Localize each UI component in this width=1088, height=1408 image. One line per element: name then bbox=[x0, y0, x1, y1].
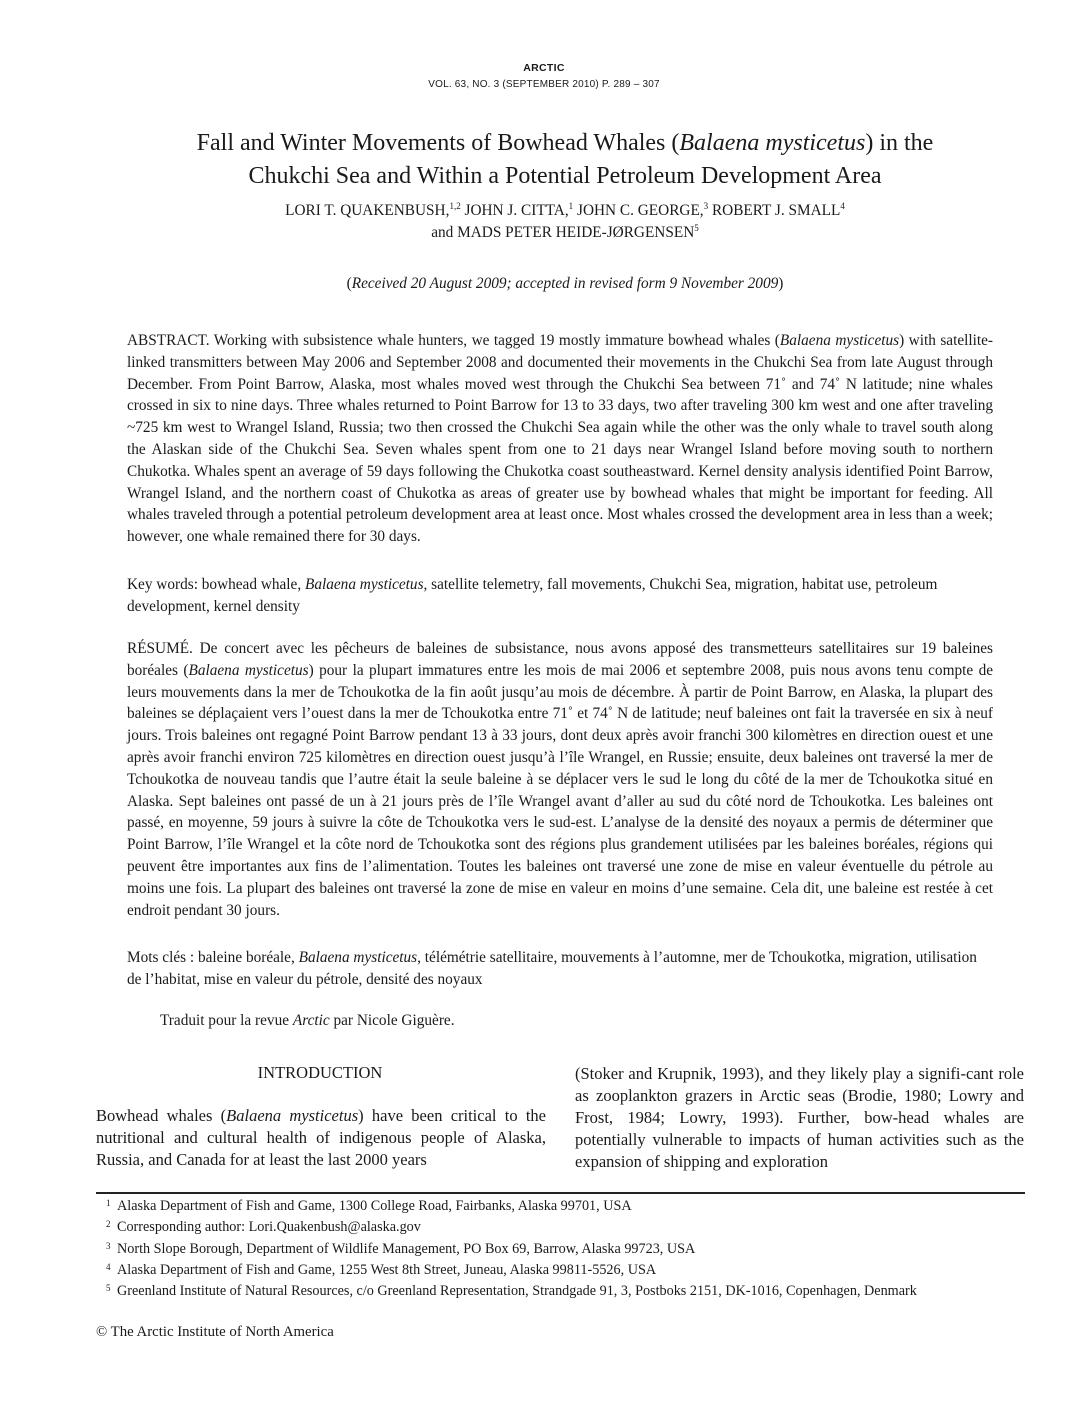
resume-species: Balaena mysticetus bbox=[188, 661, 309, 679]
title-part: Fall and Winter Movements of Bowhead Whales ( bbox=[196, 130, 680, 156]
author-affiliation: 3 bbox=[703, 200, 709, 211]
footnote-text: Greenland Institute of Natural Resources, c/o Greenland Representation, Strandgade 91, 3, Postboks 2151, DK-1016, Copenhagen, Denmark bbox=[117, 1283, 917, 1300]
intro-text: ) have been critical to the nutritional and cultural health of indigenous people of Alaska, Russia, and Canada for at least the last 2000 years bbox=[96, 1106, 547, 1169]
received-dates: Received 20 August 2009; accepted in revised form 9 November 2009 bbox=[351, 275, 779, 292]
footnote bbox=[100, 1281, 1012, 1302]
footnote bbox=[100, 1196, 1012, 1217]
intro-column-right: (Stoker and Krupnik, 1993), and they likely play a signifi-cant role as zooplankton grazers in Arctic seas (Brodie, 1980; Lowry and Frost, 1984; Lowry, 1993). Further, bow-head whales are potentially vulnerable to impacts of human activities such as the expansion of shipping and exploration bbox=[575, 1064, 1024, 1171]
footnote bbox=[100, 1260, 1012, 1281]
keywords-species: Balaena mysticetus bbox=[305, 576, 424, 593]
keywords-text: Key words: bowhead whale, bbox=[127, 576, 305, 593]
author-affiliation: 4 bbox=[840, 200, 845, 211]
translation-text: Traduit pour la revue bbox=[160, 1012, 293, 1029]
author-name: and MADS PETER HEIDE-JØRGENSEN bbox=[431, 224, 695, 241]
mots-cles-text: Mots clés : baleine boréale, bbox=[127, 949, 299, 966]
footnote-text: Corresponding author: Lori.Quakenbush@alaska.gov bbox=[117, 1219, 421, 1236]
footnote-text: North Slope Borough, Department of Wildlife Management, PO Box 69, Barrow, Alaska 99723, USA bbox=[117, 1240, 696, 1257]
keywords bbox=[127, 574, 993, 618]
mots-cles-text: , télémétrie satellitaire, mouvements à l’automne, mer de Tchoukotka, migration, utilisation de l’habitat, mise en valeur du pétrole, densité des noyaux bbox=[127, 949, 977, 988]
author-name: JOHN C. GEORGE, bbox=[573, 202, 704, 219]
resume bbox=[127, 638, 993, 921]
section-heading-introduction: INTRODUCTION bbox=[257, 1063, 383, 1082]
footnote-number: 5 bbox=[106, 1283, 111, 1294]
author-name: JOHN J. CITTA, bbox=[460, 202, 569, 219]
volume-line: VOL. 63, NO. 3 (SEPTEMBER 2010) P. 289 – 307 bbox=[428, 79, 660, 90]
translation-credit bbox=[160, 1012, 455, 1030]
title-line-2: Chukchi Sea and Within a Potential Petroleum Development Area bbox=[248, 163, 882, 189]
copyright: © The Arctic Institute of North America bbox=[96, 1324, 334, 1340]
abstract-text: ABSTRACT. Working with subsistence whale hunters, we tagged 19 mostly immature bowhead whales ( bbox=[127, 332, 780, 349]
footnote-number: 4 bbox=[106, 1261, 111, 1272]
footnote-number: 1 bbox=[106, 1198, 111, 1208]
mots-cles-species: Balaena mysticetus bbox=[298, 949, 418, 966]
intro-column-left bbox=[96, 1105, 546, 1171]
keywords-text: , satellite telemetry, fall movements, Chukchi Sea, migration, habitat use, petroleum development, kernel density bbox=[127, 576, 938, 615]
intro-species: Balaena mysticetus bbox=[226, 1106, 359, 1125]
article-title bbox=[100, 127, 1030, 193]
title-species: Balaena mysticetus bbox=[679, 130, 866, 156]
author-affiliation: 1,2 bbox=[449, 200, 461, 211]
footnote bbox=[100, 1217, 1012, 1238]
author-affiliation: 5 bbox=[694, 222, 699, 233]
footnotes bbox=[100, 1196, 1012, 1302]
translation-text: par Nicole Giguère. bbox=[329, 1012, 455, 1029]
title-part: ) in the bbox=[865, 130, 934, 156]
intro-text: Bowhead whales ( bbox=[96, 1106, 227, 1125]
resume-text: RÉSUMÉ. De concert avec les pêcheurs de baleines de subsistance, nous avons apposé des transmetteurs satellitaires sur 19 baleines boréales ( bbox=[127, 640, 993, 679]
journal-name: ARCTIC bbox=[523, 62, 565, 74]
received-line: (Received 20 August 2009; accepted in revised form 9 November 2009) bbox=[346, 275, 784, 292]
abstract bbox=[127, 330, 993, 548]
footnote bbox=[100, 1239, 1012, 1260]
abstract-text: ) with satellite-linked transmitters between May 2006 and September 2008 and documented their movements in the Chukchi Sea from late August through December. From Point Barrow, Alaska, most whales moved west through the Chukchi Sea between 71˚ and 74˚ N latitude; nine whales crossed in six to nine days. Three whales returned to Point Barrow for 13 to 33 days, two after traveling 300 km west and one after traveling ~725 km west to Wrangel Island, Russia; two then crossed the Chukchi Sea again while the other was the only whale to travel south along the Alaskan side of the Chukchi Sea. Seven whales spent from one to 21 days near Wrangel Island before moving south to northern Chukotka. Whales spent an average of 59 days following the Chukotka coast southeastward. Kernel density analysis identified Point Barrow, Wrangel Island, and the northern coast of Chukotka as areas of greater use by bowhead whales that might be important for feeding. All whales traveled through a potential petroleum development area at least once. Most whales crossed the development area in less than a week; however, one whale remained there for 30 days. bbox=[127, 332, 994, 546]
resume-text: ) pour la plupart immatures entre les mois de mai 2006 et septembre 2008, puis nous avons tenu compte de leurs mouvements dans la mer de Tchoukotka de la fin août jusqu’au mois de décembre. À partir de Point Barrow, en Alaska, la plupart des baleines se déplaçaient vers l’ouest dans la mer de Tchoukotka entre 71˚ et 74˚ N de latitude; neuf baleines ont fait la traversée en six à neuf jours. Trois baleines ont regagné Point Barrow pendant 13 à 33 jours, dont deux après avoir franchi 300 kilomètres en direction ouest et une après avoir franchi environ 725 kilomètres en direction ouest jusqu’à l’île Wrangel, en Russie; ensuite, deux baleines ont traversé la mer de Tchoukotka de nouveau tandis que l’autre était la seule baleine à se déplacer vers le sud le long du côté de la mer de Tchoukotka situé en Alaska. Sept baleines ont passé de un à 21 jours près de l’île Wrangel avant d’aller au sud du côté nord de Tchoukotka. Les baleines ont passé, en moyenne, 59 jours à suivre la côte de Tchoukotka vers le sud-est. L’analyse de la densité des noyaux a permis de déterminer que Point Barrow, l’île Wrangel et la côte nord de Tchoukotka sont des régions plus grandement utilisées par les baleines boréales, régions qui peuvent être importantes aux fins de l’alimentation. Toutes les baleines ont traversé une zone de mise en valeur éventuelle du pétrole au moins une fois. La plupart des baleines ont traversé la zone de mise en valeur en moins d’une semaine. Cela dit, une baleine est restée à cet endroit pendant 30 jours. bbox=[127, 661, 994, 919]
author-name: ROBERT J. SMALL bbox=[708, 202, 841, 219]
footnote-divider bbox=[96, 1192, 1025, 1194]
abstract-species: Balaena mysticetus bbox=[779, 332, 900, 349]
author-affiliation: 1 bbox=[568, 200, 574, 211]
footnote-text: Alaska Department of Fish and Game, 1300 College Road, Fairbanks, Alaska 99701, USA bbox=[117, 1198, 632, 1214]
mots-cles bbox=[127, 947, 993, 991]
author-list bbox=[100, 200, 1030, 244]
footnote-number: 3 bbox=[106, 1240, 111, 1251]
footnote-text: Alaska Department of Fish and Game, 1255 West 8th Street, Juneau, Alaska 99811-5526, USA bbox=[117, 1261, 657, 1278]
author-name: LORI T. QUAKENBUSH, bbox=[285, 202, 450, 219]
journal-italic: Arctic bbox=[292, 1012, 330, 1029]
footnote-number: 2 bbox=[106, 1219, 111, 1230]
